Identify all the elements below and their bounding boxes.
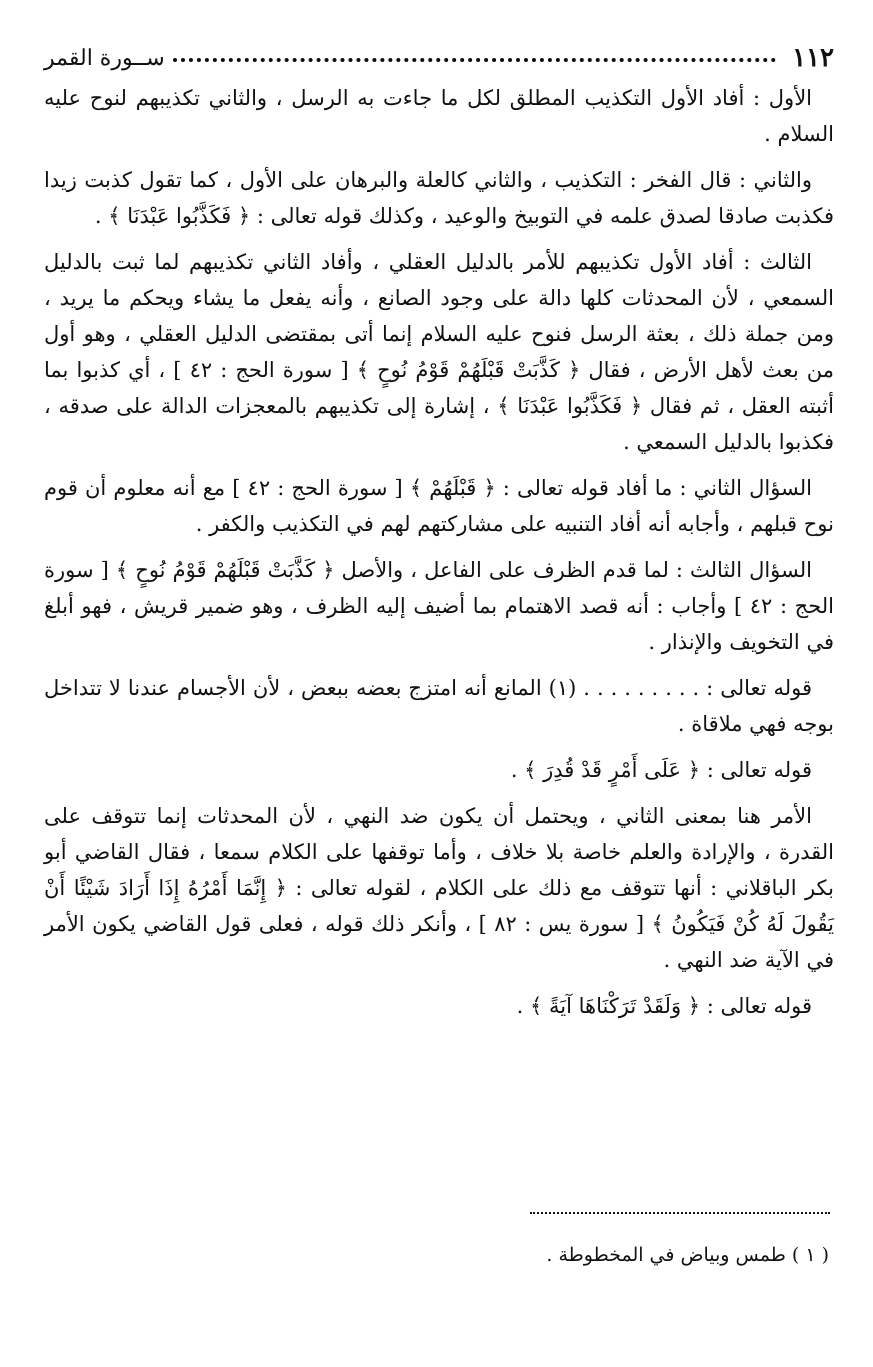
paragraph-5: السؤال الثالث : لما قدم الظرف على الفاعل ، والأصل ﴿ كَذَّبَتْ قَبْلَهُمْ قَوْمُ نُوحٍ ﴾ [ سورة الحج : ٤٢ ] وأجاب : أنه قصد الاهتمام بما أضيف إليه الظرف ، وهو ضمير قريش ، فهو أبلغ في التخويف والإنذار .: [44, 558, 834, 654]
footnote-separator: [530, 1212, 830, 1214]
paragraph-4: السؤال الثاني : ما أفاد قوله تعالى : ﴿ قَبْلَهُمْ ﴾ [ سورة الحج : ٤٢ ] مع أنه معلوم أن قوم نوح قبلهم ، وأجابه أنه أفاد التنبيه على مشاركتهم لهم في التكذيب والكفر .: [44, 476, 834, 536]
paragraph-1: الأول : أفاد الأول التكذيب المطلق لكل ما جاءت به الرسل ، والثاني تكذيبهم لنوح عليه السلام .: [44, 86, 834, 146]
page-number: ١١٢: [792, 43, 834, 73]
page-header: [44, 38, 834, 78]
paragraph-9: قوله تعالى : ﴿ وَلَقَدْ تَرَكْنَاهَا آيَةً ﴾ .: [516, 994, 812, 1018]
paragraph-6: قوله تعالى : . . . . . . . . . (١) المانع أنه امتزج بعضه ببعض ، لأن الأجسام عندنا لا تتداخل بوجه فهي ملاقاة .: [44, 676, 834, 736]
paragraph-2: والثاني : قال الفخر : التكذيب ، والثاني كالعلة والبرهان على الأول ، كما تقول كذبت زيدا فكذبت صادقا لصدق علمه في التوبيخ والوعيد ، وكذلك قوله تعالى : ﴿ فَكَذَّبُوا عَبْدَنَا ﴾ .: [44, 168, 834, 228]
footnote: ( ١ ) طمس وبياض في المخطوطة .: [546, 1244, 829, 1266]
book-page: [44, 38, 834, 1034]
page-body: [44, 80, 834, 1024]
paragraph-3: الثالث : أفاد الأول تكذيبهم للأمر بالدليل العقلي ، وأفاد الثاني تكذيبهم لما ثبت بالدليل السمعي ، لأن المحدثات كلها دالة على وجود الصانع ، وأنه يفعل ما يشاء ويحكم ما يريد ، ومن جملة ذلك ، بعثة الرسل فنوح عليه السلام إنما أتى بمقتضى الدليل العقلي ، وهو أول من بعث لأهل الأرض ، فقال ﴿ كَذَّبَتْ قَبْلَهُمْ قَوْمُ نُوحٍ ﴾ [ سورة الحج : ٤٢ ] ، أي كذبوا بما أثبته العقل ، ثم فقال ﴿ فَكَذَّبُوا عَبْدَنَا ﴾ ، إشارة إلى تكذيبهم بالمعجزات الدالة على صدقه ، فكذبوا بالدليل السمعي .: [44, 250, 834, 454]
surah-title: ســورة القمر: [44, 45, 165, 71]
header-dotted-rule: [173, 58, 776, 62]
paragraph-7: قوله تعالى : ﴿ عَلَى أَمْرٍ قَدْ قُدِرَ ﴾ .: [510, 758, 812, 782]
paragraph-8: الأمر هنا بمعنى الثاني ، ويحتمل أن يكون ضد النهي ، لأن المحدثات إنما تتوقف على القدرة ، والإرادة والعلم خاصة بلا خلاف ، وأما توقفها على الكلام سمعا ، فقال القاضي أبو بكر الباقلاني : أنها تتوقف مع ذلك على الكلام ، لقوله تعالى : ﴿ إِنَّمَا أَمْرُهُ إِذَا أَرَادَ شَيْئًا أَنْ يَقُولَ لَهُ كُنْ فَيَكُونُ ﴾ [ سورة يس : ٨٢ ] ، وأنكر ذلك قوله ، فعلى قول القاضي يكون الأمر في الآية ضد النهي .: [44, 804, 834, 972]
